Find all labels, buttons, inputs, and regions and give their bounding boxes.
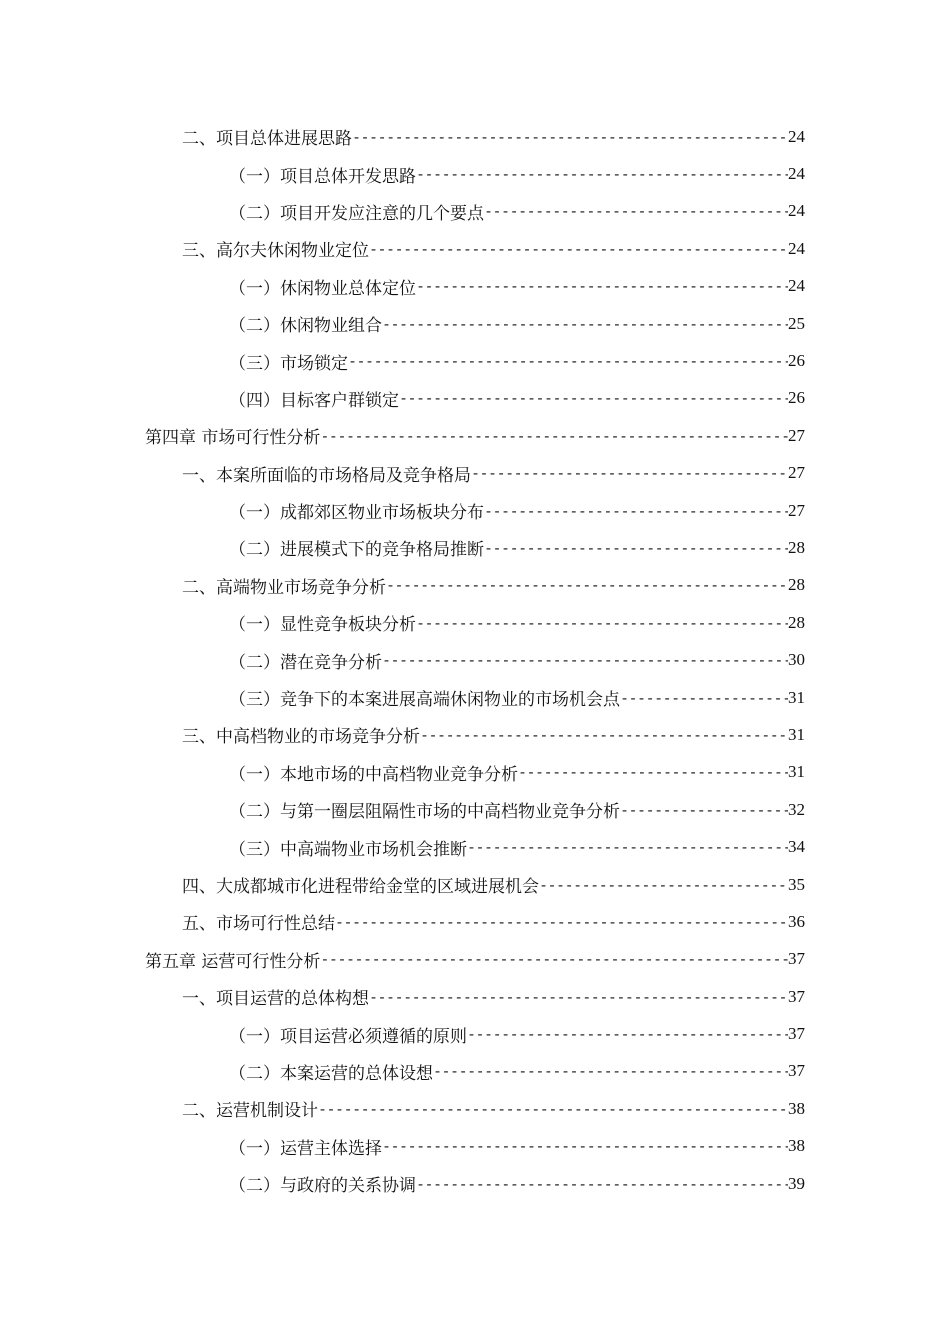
toc-entry[interactable]	[182, 903, 950, 940]
toc-entry-label: （二）潜在竞争分析	[229, 652, 382, 673]
toc-entry-page: 37	[788, 1024, 805, 1044]
toc-entry[interactable]	[182, 716, 950, 753]
toc-leader	[382, 1137, 788, 1155]
toc-chapter-entry[interactable]	[145, 941, 950, 978]
toc-entry-page: 31	[788, 724, 805, 744]
toc-entry-page: 35	[788, 874, 805, 894]
toc-leader	[416, 614, 788, 632]
toc-entry[interactable]	[229, 342, 950, 379]
toc-entry[interactable]	[182, 567, 950, 604]
toc-entry-label: 第五章 运营可行性分析	[145, 951, 321, 972]
toc-entry-page: 38	[788, 1136, 805, 1156]
toc-entry[interactable]	[182, 1090, 950, 1127]
toc-entry[interactable]	[229, 1015, 950, 1052]
toc-entry-label: （二）项目开发应注意的几个要点	[229, 203, 484, 224]
toc-entry-label: 三、高尔夫休闲物业定位	[182, 241, 369, 262]
toc-entry-page: 26	[788, 388, 805, 408]
toc-leader	[484, 202, 788, 220]
toc-entry-page: 32	[788, 799, 805, 819]
toc-entry-label: 二、运营机制设计	[182, 1101, 318, 1122]
toc-leader	[467, 1025, 788, 1043]
toc-entry-page: 38	[788, 1098, 805, 1118]
toc-entry-page: 28	[788, 575, 805, 595]
toc-leader	[320, 427, 788, 445]
toc-entry-page: 37	[788, 1061, 805, 1081]
toc-entry[interactable]	[182, 866, 950, 903]
toc-entry-label: （二）与第一圈层阻隔性市场的中高档物业竞争分析	[229, 802, 620, 823]
toc-entry-label: 一、本案所面临的市场格局及竞争格局	[182, 465, 471, 486]
toc-leader	[382, 651, 788, 669]
toc-leader	[420, 726, 788, 744]
toc-entry[interactable]	[229, 193, 950, 230]
toc-entry-label: （二）本案运营的总体设想	[229, 1063, 433, 1084]
toc-entry[interactable]	[229, 679, 950, 716]
toc-entry-label: （二）与政府的关系协调	[229, 1176, 416, 1197]
toc-entry-page: 31	[788, 687, 805, 707]
toc-entry-label: （一）显性竞争板块分析	[229, 615, 416, 636]
toc-leader	[467, 838, 788, 856]
table-of-contents	[0, 118, 950, 1202]
toc-entry-label: 二、项目总体进展思路	[182, 129, 352, 150]
toc-entry-label: 三、中高档物业的市场竞争分析	[182, 727, 420, 748]
toc-leader	[369, 988, 788, 1006]
toc-entry[interactable]	[229, 1128, 950, 1165]
toc-leader	[471, 464, 788, 482]
toc-entry[interactable]	[229, 754, 950, 791]
toc-entry[interactable]	[229, 268, 950, 305]
toc-entry-label: （四）目标客户群锁定	[229, 390, 399, 411]
toc-entry[interactable]	[229, 492, 950, 529]
toc-entry[interactable]	[229, 1165, 950, 1202]
toc-leader	[416, 165, 788, 183]
toc-leader	[348, 352, 788, 370]
toc-entry-page: 27	[788, 500, 805, 520]
toc-entry-page: 31	[788, 762, 805, 782]
toc-entry-page: 37	[788, 949, 805, 969]
toc-entry[interactable]	[229, 155, 950, 192]
toc-entry[interactable]	[182, 978, 950, 1015]
toc-entry-page: 27	[788, 425, 805, 445]
toc-leader	[539, 876, 788, 894]
toc-leader	[382, 315, 788, 333]
toc-entry-label: 一、项目运营的总体构想	[182, 989, 369, 1010]
toc-entry-page: 28	[788, 537, 805, 557]
toc-entry[interactable]	[229, 1053, 950, 1090]
toc-leader	[369, 240, 788, 258]
toc-leader	[620, 689, 788, 707]
toc-entry-page: 30	[788, 650, 805, 670]
toc-leader	[318, 1100, 788, 1118]
toc-entry-label: （一）项目运营必须遵循的原则	[229, 1026, 467, 1047]
toc-entry-page: 36	[788, 911, 805, 931]
toc-entry[interactable]	[229, 828, 950, 865]
toc-chapter-entry[interactable]	[145, 417, 950, 454]
toc-entry-label: （三）竞争下的本案进展高端休闲物业的市场机会点	[229, 690, 620, 711]
toc-entry-page: 24	[788, 201, 805, 221]
toc-entry[interactable]	[182, 230, 950, 267]
toc-leader	[320, 950, 788, 968]
toc-leader	[484, 502, 788, 520]
toc-entry[interactable]	[229, 305, 950, 342]
toc-entry[interactable]	[182, 455, 950, 492]
toc-entry[interactable]	[229, 380, 950, 417]
toc-entry-label: 五、市场可行性总结	[182, 914, 335, 935]
toc-leader	[620, 801, 788, 819]
toc-entry[interactable]	[182, 118, 950, 155]
toc-entry-label: 第四章 市场可行性分析	[145, 428, 321, 449]
toc-entry-label: （一）本地市场的中高档物业竞争分析	[229, 764, 518, 785]
toc-entry[interactable]	[229, 641, 950, 678]
toc-leader	[335, 913, 788, 931]
toc-leader	[518, 763, 788, 781]
toc-entry-label: （一）成都郊区物业市场板块分布	[229, 503, 484, 524]
toc-leader	[484, 539, 788, 557]
toc-entry-label: （一）休闲物业总体定位	[229, 278, 416, 299]
toc-entry[interactable]	[229, 529, 950, 566]
toc-entry-label: （三）市场锁定	[229, 353, 348, 374]
toc-entry-page: 24	[788, 126, 805, 146]
toc-entry[interactable]	[229, 791, 950, 828]
toc-entry-page: 24	[788, 276, 805, 296]
toc-entry-page: 24	[788, 238, 805, 258]
toc-leader	[433, 1062, 788, 1080]
toc-entry-page: 34	[788, 837, 805, 857]
toc-entry-page: 26	[788, 351, 805, 371]
toc-entry-page: 28	[788, 612, 805, 632]
toc-entry-label: （二）进展模式下的竞争格局推断	[229, 540, 484, 561]
toc-entry-page: 25	[788, 313, 805, 333]
toc-entry[interactable]	[229, 604, 950, 641]
toc-entry-page: 39	[788, 1173, 805, 1193]
toc-entry-page: 24	[788, 164, 805, 184]
toc-entry-label: （一）项目总体开发思路	[229, 166, 416, 187]
toc-leader	[386, 576, 788, 594]
toc-leader	[399, 389, 788, 407]
toc-leader	[416, 277, 788, 295]
toc-entry-label: 二、高端物业市场竞争分析	[182, 577, 386, 598]
toc-leader	[416, 1175, 788, 1193]
toc-entry-label: （三）中高端物业市场机会推断	[229, 839, 467, 860]
toc-entry-page: 37	[788, 986, 805, 1006]
toc-leader	[352, 128, 788, 146]
toc-entry-label: （一）运营主体选择	[229, 1138, 382, 1159]
toc-entry-label: （二）休闲物业组合	[229, 316, 382, 337]
toc-entry-label: 四、大成都城市化进程带给金堂的区域进展机会	[182, 877, 539, 897]
toc-entry-page: 27	[788, 463, 805, 483]
